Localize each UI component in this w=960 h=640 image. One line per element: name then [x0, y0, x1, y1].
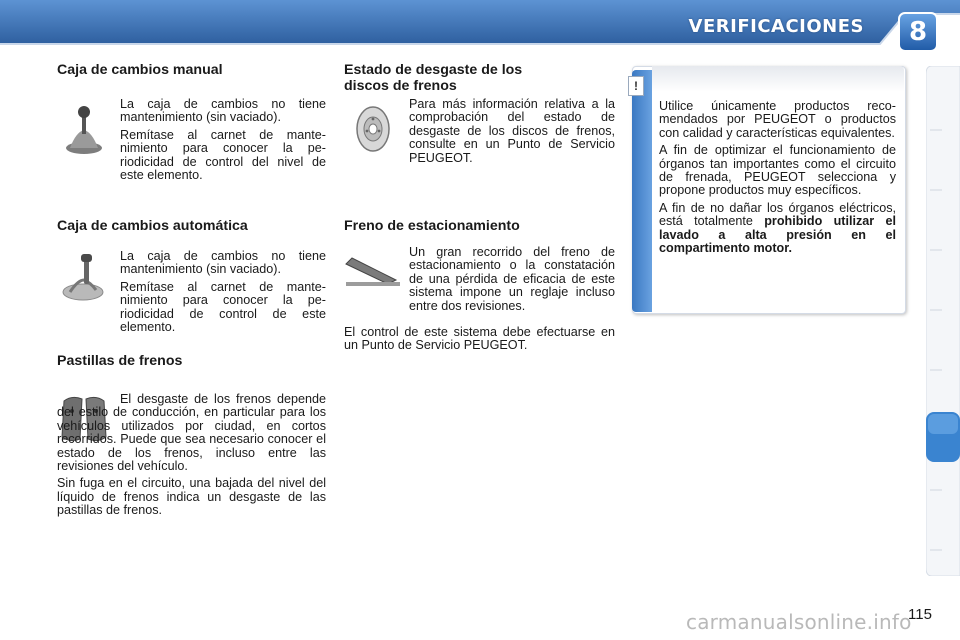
- section-title-estacionamiento: Freno de estacionamiento: [344, 218, 520, 234]
- chapter-tab-rail: [926, 66, 960, 576]
- note-paragraph-2: A fin de optimizar el funcionamiento de órganos tan importantes como el circuito de frenada, PEUGEOT selecciona y propone productos muy específicos.: [659, 143, 896, 198]
- automatic-gear-selector-icon: [60, 250, 106, 302]
- note-paragraph-3-bold: prohibido utilizar el lavado a alta presión en el compartimento motor.: [659, 214, 896, 256]
- parking-brake-lever-icon: [344, 254, 402, 290]
- section-title-automatica: Caja de cambios automática: [57, 218, 248, 234]
- automatica-paragraph-1: La caja de cambios no tiene mantenimiento (sin vaciado).: [120, 249, 326, 277]
- warning-note-strip: [632, 70, 652, 312]
- manual-paragraph-1: La caja de cambios no tiene mantenimiento (sin vaciado).: [120, 97, 326, 125]
- section-title-manual: Caja de cambios manual: [57, 62, 223, 78]
- note-paragraph-3: [659, 202, 896, 256]
- manual-gear-lever-icon: [62, 104, 106, 156]
- chapter-title: VERIFICACIONES: [688, 16, 864, 37]
- estacionamiento-paragraph-1: Un gran recorrido del freno de estacionamiento o la constatación de una pérdida de eficacia de este sistema impone un reglaje incluso entre dos revisiones.: [409, 245, 615, 313]
- note-paragraph-3-text: A fin de no dañar los órganos eléctricos, está totalmente: [659, 200, 896, 229]
- pastillas-paragraph-2: Sin fuga en el circuito, una bajada del nivel del líquido de frenos indica un desgaste de las pastillas de frenos.: [57, 476, 326, 518]
- warning-note-header: [652, 66, 904, 92]
- discos-paragraph-1: Para más información relativa a la comprobación del estado de desgaste de los discos de frenos, consulte en un Punto de Servicio PEUGEOT.: [409, 97, 615, 165]
- section-title-discos-line1: Estado de desgaste de los: [344, 62, 523, 78]
- section-title-discos-line2: discos de frenos: [344, 78, 457, 94]
- note-paragraph-1: Utilice únicamente productos recomendados por PEUGEOT o productos con calidad y características equivalentes.: [659, 99, 896, 140]
- estacionamiento-paragraph-2: El control de este sistema debe efectuarse en un Punto de Servicio PEUGEOT.: [344, 325, 615, 353]
- watermark-text: carmanualsonline.info: [686, 610, 912, 634]
- automatica-paragraph-2: Remítase al carnet de mantenimiento para conocer la periodicidad de control de este elemento.: [120, 279, 326, 335]
- brake-disc-icon: [350, 104, 396, 154]
- active-chapter-tab[interactable]: [926, 412, 960, 462]
- chapter-number: 8: [908, 17, 928, 47]
- page-number: 115: [908, 606, 932, 623]
- pastillas-paragraph-1: El desgaste de los frenos depende del estilo de conducción, en particular para los vehículos utilizados por ciudad, en cortos recorridos. Puede que sea necesario conocer el estado de los frenos, incluso entre las revisiones del vehículo.: [57, 392, 326, 474]
- warning-note-text: [659, 100, 896, 259]
- manual-paragraph-2: Remítase al carnet de mantenimiento para conocer la periodicidad de control del nivel de este elemento.: [120, 127, 326, 183]
- section-title-pastillas: Pastillas de frenos: [57, 353, 183, 369]
- warning-exclamation-icon: !: [628, 76, 644, 96]
- section-title-discos: [344, 62, 522, 94]
